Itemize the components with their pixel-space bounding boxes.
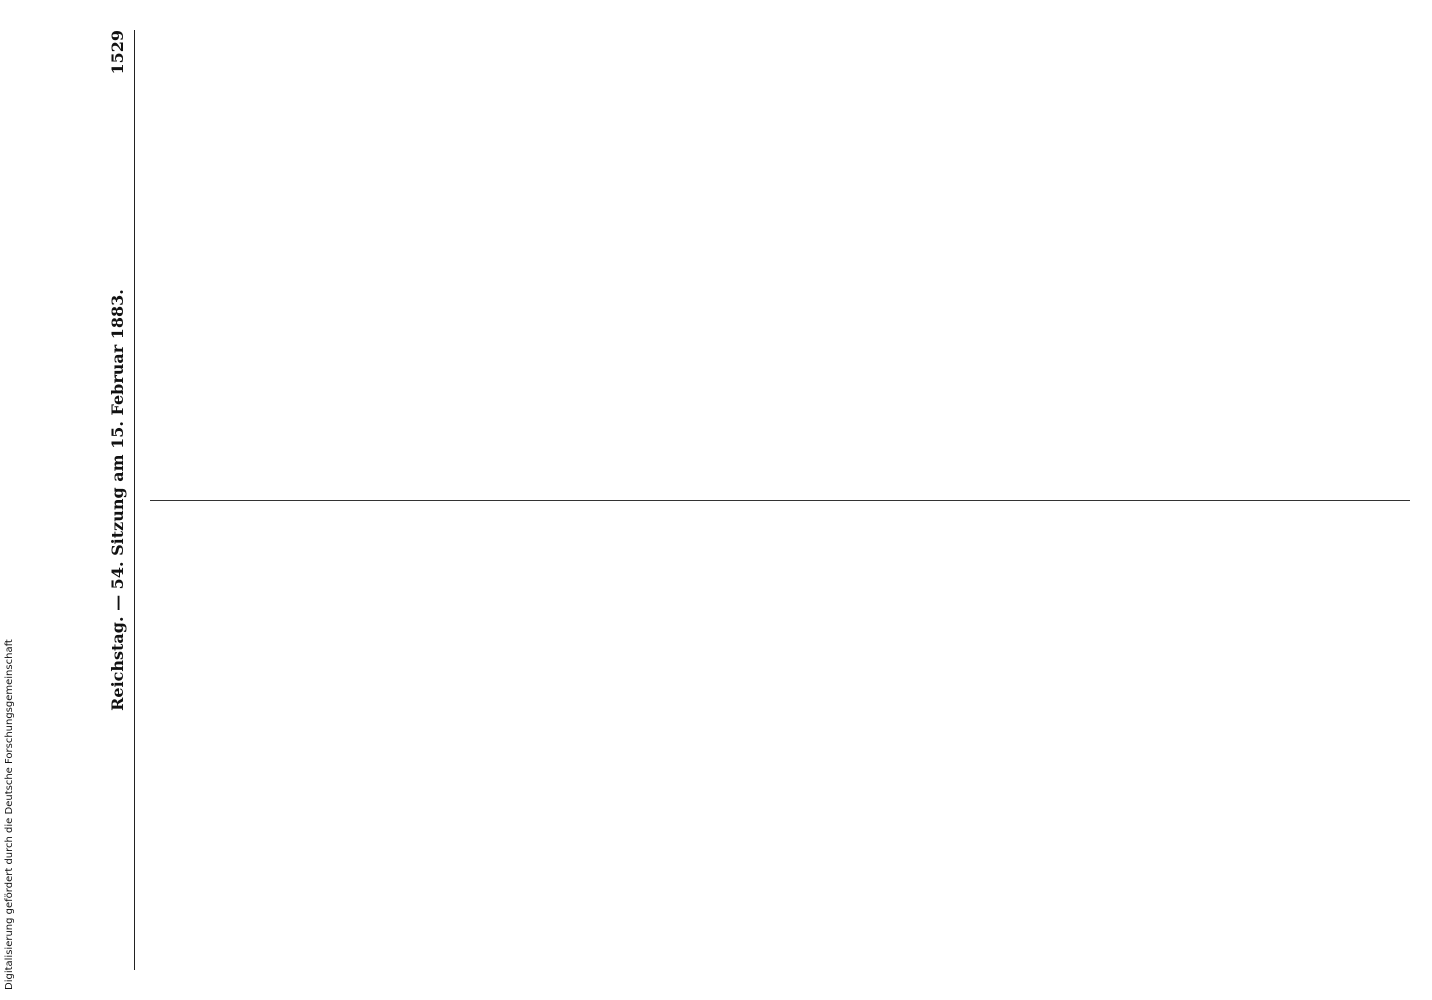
page-number: 1529 <box>108 30 127 75</box>
column-divider <box>150 500 1410 501</box>
text-column-right <box>150 30 1410 485</box>
running-head-title: Reichstag. — 54. Sitzung am 15. Februar 1883. <box>108 289 127 711</box>
running-head <box>108 30 135 970</box>
text-column-left <box>150 515 1410 970</box>
rotated-page-content <box>90 0 1430 1000</box>
page-inner <box>90 0 1430 1000</box>
digitization-credit <box>4 300 20 1000</box>
digitization-credit-text: Digitalisierung gefördert durch die Deutsche Forschungsgemeinschaft <box>4 639 15 990</box>
